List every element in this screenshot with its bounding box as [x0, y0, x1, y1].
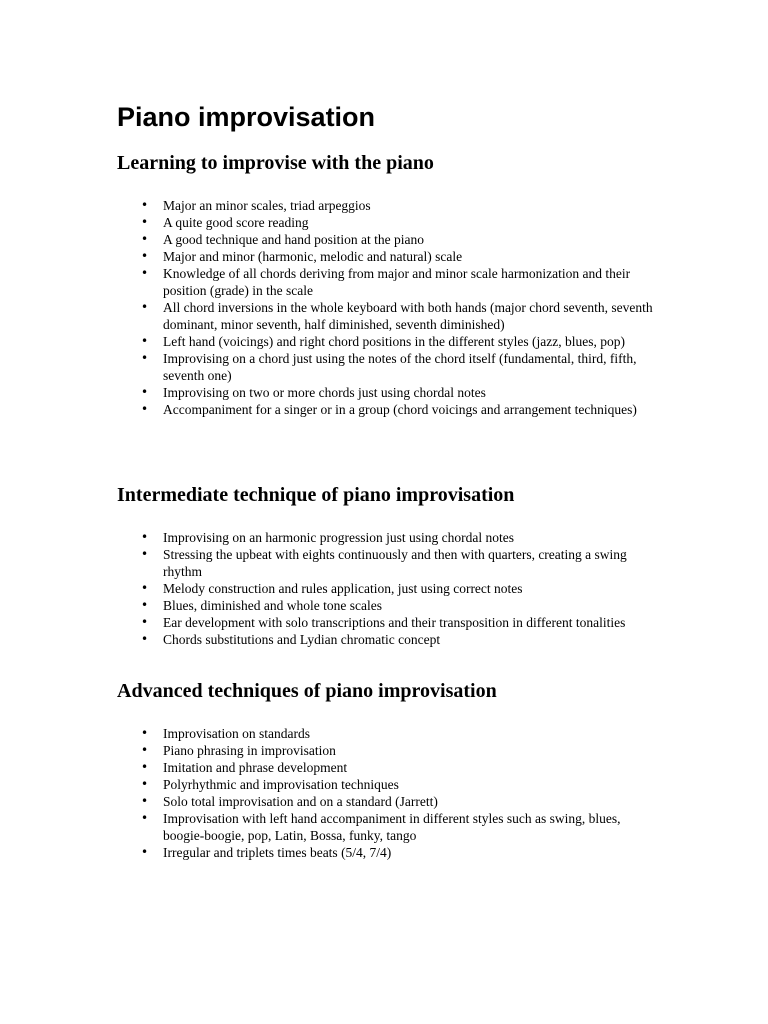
list-item: • Left hand (voicings) and right chord positions in the different styles (jazz, blues, pop) — [117, 333, 657, 350]
section-intermediate — [117, 483, 657, 648]
list-item: • A quite good score reading — [117, 214, 657, 231]
list-item: • All chord inversions in the whole keyboard with both hands (major chord seventh, seventh dominant, minor seventh, half diminished, seventh diminished) — [117, 299, 657, 333]
list-item: • Accompaniment for a singer or in a group (chord voicings and arrangement techniques) — [117, 401, 657, 418]
list-item: • Polyrhythmic and improvisation techniques — [117, 776, 657, 793]
list-item: • Irregular and triplets times beats (5/4, 7/4) — [117, 844, 657, 861]
list-item: • Improvisation on standards — [117, 725, 657, 742]
list-item: • A good technique and hand position at the piano — [117, 231, 657, 248]
list-item: • Chords substitutions and Lydian chromatic concept — [117, 631, 657, 648]
list-item: • Improvising on an harmonic progression just using chordal notes — [117, 529, 657, 546]
list-item: • Blues, diminished and whole tone scales — [117, 597, 657, 614]
list-item: • Stressing the upbeat with eights continuously and then with quarters, creating a swing rhythm — [117, 546, 657, 580]
section-heading: Intermediate technique of piano improvisation — [117, 484, 515, 506]
section-advanced — [117, 679, 657, 861]
list-item: • Major an minor scales, triad arpeggios — [117, 197, 657, 214]
list-item: • Major and minor (harmonic, melodic and natural) scale — [117, 248, 657, 265]
section-learning — [117, 151, 657, 418]
list-item: • Melody construction and rules application, just using correct notes — [117, 580, 657, 597]
list-item: • Solo total improvisation and on a standard (Jarrett) — [117, 793, 657, 810]
list-item: • Improvising on two or more chords just using chordal notes — [117, 384, 657, 401]
bullet-list — [117, 197, 657, 418]
list-item: • Improvisation with left hand accompaniment in different styles such as swing, blues, boogie-boogie, pop, Latin, Bossa, funky, tango — [117, 810, 657, 844]
list-item: • Improvising on a chord just using the notes of the chord itself (fundamental, third, fifth, seventh one) — [117, 350, 657, 384]
bullet-list — [117, 725, 657, 861]
page-title: Piano improvisation — [117, 102, 376, 132]
list-item: • Piano phrasing in improvisation — [117, 742, 657, 759]
list-item: • Knowledge of all chords deriving from major and minor scale harmonization and their position (grade) in the scale — [117, 265, 657, 299]
section-heading: Advanced techniques of piano improvisation — [117, 680, 497, 702]
list-item: • Imitation and phrase development — [117, 759, 657, 776]
list-item: • Ear development with solo transcriptions and their transposition in different tonalities — [117, 614, 657, 631]
section-heading: Learning to improvise with the piano — [117, 152, 434, 174]
bullet-list — [117, 529, 657, 648]
